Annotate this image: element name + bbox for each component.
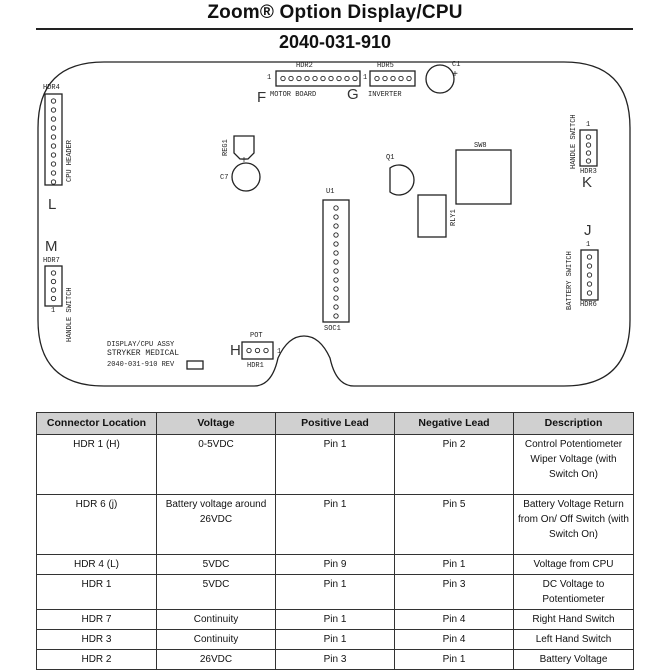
label-hdr1-pin1: 1 xyxy=(277,348,282,356)
cell-negative-lead: Pin 4 xyxy=(395,610,514,630)
callout-k: K xyxy=(582,174,593,191)
label-hdr7: HDR7 xyxy=(43,257,60,265)
callout-j: J xyxy=(584,222,592,239)
cell-positive-lead: Pin 3 xyxy=(276,650,395,670)
pin-hole xyxy=(51,144,55,148)
pin-hole xyxy=(334,233,338,237)
cell-connector: HDR 3 xyxy=(37,630,157,650)
label-motor-board: MOTOR BOARD xyxy=(270,91,317,99)
pin-hole xyxy=(51,99,55,103)
label-hdr2-pin1: 1 xyxy=(267,74,272,82)
pin-hole xyxy=(51,271,55,275)
label-hdr3-pin1: 1 xyxy=(586,121,591,129)
table-row xyxy=(37,555,634,575)
pin-hole xyxy=(334,215,338,219)
label-hdr5: HDR5 xyxy=(377,62,394,70)
label-maker: STRYKER MEDICAL xyxy=(107,349,180,358)
pin-hole xyxy=(51,288,55,292)
callout-g: G xyxy=(347,86,359,103)
pin-hole xyxy=(329,76,333,80)
label-c7: C7 xyxy=(220,174,229,182)
label-rev: 2040-031-910 REV xyxy=(107,361,175,369)
table-row xyxy=(37,435,634,495)
pin-hole xyxy=(51,108,55,112)
pin-hole xyxy=(587,291,591,295)
label-hdr7-pin1: 1 xyxy=(51,307,56,315)
cell-description: Right Hand Switch xyxy=(514,610,634,630)
pin-hole xyxy=(587,264,591,268)
pin-hole xyxy=(586,135,590,139)
cell-voltage: 5VDC xyxy=(157,575,276,610)
pin-hole xyxy=(264,348,268,352)
cell-negative-lead: Pin 3 xyxy=(395,575,514,610)
cell-voltage: Continuity xyxy=(157,630,276,650)
label-cpu-header: CPU HEADER xyxy=(66,139,74,182)
callout-m: M xyxy=(45,238,58,255)
pin-hole xyxy=(281,76,285,80)
label-hdr2: HDR2 xyxy=(296,62,313,70)
label-reg1: REG1 xyxy=(222,139,230,156)
pin-hole xyxy=(375,76,379,80)
pin-hole xyxy=(313,76,317,80)
cell-negative-lead: Pin 2 xyxy=(395,435,514,495)
label-hdr5-pin1: 1 xyxy=(363,74,368,82)
pin-hole xyxy=(305,76,309,80)
cell-positive-lead: Pin 1 xyxy=(276,575,395,610)
pin-hole xyxy=(255,348,259,352)
cell-voltage: 26VDC xyxy=(157,650,276,670)
pin-hole xyxy=(334,242,338,246)
pin-hole xyxy=(337,76,341,80)
part-number: 2040-031-910 xyxy=(278,32,392,52)
pin-hole xyxy=(321,76,325,80)
pin-hole xyxy=(334,206,338,210)
hdr3-connector xyxy=(580,130,597,166)
u1-socket xyxy=(323,200,349,322)
cell-description: Left Hand Switch xyxy=(514,630,634,650)
pin-hole xyxy=(391,76,395,80)
pin-hole xyxy=(334,287,338,291)
page-title: Zoom® Option Display/CPU xyxy=(207,2,463,23)
pin-hole xyxy=(51,117,55,121)
label-c1-plus: + xyxy=(452,70,459,81)
table-row xyxy=(37,495,634,555)
title-rule xyxy=(36,28,633,30)
pin-hole xyxy=(51,171,55,175)
hdr7-connector xyxy=(45,266,62,306)
label-sw8: SW8 xyxy=(474,142,487,150)
label-c7-plus: + xyxy=(241,156,248,167)
table-row xyxy=(37,575,634,610)
cell-voltage: Continuity xyxy=(157,610,276,630)
cell-negative-lead: Pin 1 xyxy=(395,555,514,575)
header-connector-location: Connector Location xyxy=(37,413,157,435)
pin-hole xyxy=(587,255,591,259)
pin-hole xyxy=(353,76,357,80)
pin-hole xyxy=(407,76,411,80)
callout-l: L xyxy=(48,196,57,213)
cell-negative-lead: Pin 5 xyxy=(395,495,514,555)
pin-hole xyxy=(51,135,55,139)
pin-hole xyxy=(334,224,338,228)
pin-hole xyxy=(51,279,55,283)
pin-hole xyxy=(51,180,55,184)
callout-f: F xyxy=(257,89,267,106)
pin-hole xyxy=(334,260,338,264)
label-rly1: RLY1 xyxy=(450,209,458,226)
pin-hole xyxy=(587,282,591,286)
cell-description: DC Voltage to Potentiometer xyxy=(514,575,634,610)
cell-voltage: Battery voltage around 26VDC xyxy=(157,495,276,555)
pin-hole xyxy=(289,76,293,80)
pin-hole xyxy=(345,76,349,80)
cell-description: Battery Voltage xyxy=(514,650,634,670)
pin-hole xyxy=(399,76,403,80)
label-hdr6: HDR6 xyxy=(580,301,597,309)
pin-hole xyxy=(51,296,55,300)
label-c1: C1 xyxy=(452,61,461,69)
header-voltage: Voltage xyxy=(157,413,276,435)
header-description: Description xyxy=(514,413,634,435)
cell-negative-lead: Pin 1 xyxy=(395,650,514,670)
label-inverter: INVERTER xyxy=(368,91,402,99)
pin-hole xyxy=(297,76,301,80)
pin-hole xyxy=(334,314,338,318)
pin-hole xyxy=(586,159,590,163)
pcb-outline xyxy=(38,62,630,386)
label-handle-switch-left: HANDLE SWITCH xyxy=(66,287,74,342)
label-hdr1: HDR1 xyxy=(247,362,264,370)
cell-description: Control Potentiometer Wiper Voltage (with Switch On) xyxy=(514,435,634,495)
header-negative-lead: Negative Lead xyxy=(395,413,514,435)
cell-connector: HDR 6 (j) xyxy=(37,495,157,555)
c1-capacitor xyxy=(426,65,454,93)
cell-positive-lead: Pin 1 xyxy=(276,495,395,555)
cell-connector: HDR 7 xyxy=(37,610,157,630)
cell-positive-lead: Pin 1 xyxy=(276,435,395,495)
hdr6-connector xyxy=(581,250,598,300)
cell-voltage: 0-5VDC xyxy=(157,435,276,495)
pin-hole xyxy=(334,251,338,255)
pin-hole xyxy=(587,273,591,277)
label-battery-switch: BATTERY SWITCH xyxy=(566,251,574,310)
label-hdr3: HDR3 xyxy=(580,168,597,176)
pin-hole xyxy=(51,126,55,130)
pin-hole xyxy=(334,278,338,282)
pin-hole xyxy=(586,143,590,147)
pin-hole xyxy=(51,153,55,157)
pin-hole xyxy=(51,162,55,166)
table-row xyxy=(37,630,634,650)
cell-connector: HDR 2 xyxy=(37,650,157,670)
cell-connector: HDR 4 (L) xyxy=(37,555,157,575)
pin-hole xyxy=(383,76,387,80)
cell-positive-lead: Pin 1 xyxy=(276,630,395,650)
pin-hole xyxy=(247,348,251,352)
q1-transistor xyxy=(390,165,414,195)
label-handle-switch-right: HANDLE SWITCH xyxy=(570,114,578,169)
cell-connector: HDR 1 (H) xyxy=(37,435,157,495)
label-soc1: SOC1 xyxy=(324,325,341,333)
label-hdr4: HDR4 xyxy=(43,84,60,92)
hdr5-connector xyxy=(370,71,415,86)
label-pot: POT xyxy=(250,332,263,340)
table-row xyxy=(37,650,634,670)
c7-capacitor xyxy=(232,163,260,191)
cell-voltage: 5VDC xyxy=(157,555,276,575)
cell-positive-lead: Pin 1 xyxy=(276,610,395,630)
cell-description: Voltage from CPU xyxy=(514,555,634,575)
label-u1: U1 xyxy=(326,188,335,196)
pin-hole xyxy=(334,305,338,309)
table-header-row xyxy=(37,413,634,435)
label-q1: Q1 xyxy=(386,154,395,162)
cell-description: Battery Voltage Return from On/ Off Switch (with Switch On) xyxy=(514,495,634,555)
callout-h: H xyxy=(230,342,241,359)
label-assy: DISPLAY/CPU ASSY xyxy=(107,341,175,349)
cell-negative-lead: Pin 4 xyxy=(395,630,514,650)
cell-positive-lead: Pin 9 xyxy=(276,555,395,575)
pin-hole xyxy=(334,269,338,273)
sw8-switch xyxy=(456,150,511,204)
rev-box xyxy=(187,361,203,369)
label-hdr6-pin1: 1 xyxy=(586,241,591,249)
board-diagram xyxy=(34,58,634,394)
header-positive-lead: Positive Lead xyxy=(276,413,395,435)
pin-hole xyxy=(334,296,338,300)
rly1-relay xyxy=(418,195,446,237)
cell-connector: HDR 1 xyxy=(37,575,157,610)
connector-table xyxy=(36,412,634,670)
table-row xyxy=(37,610,634,630)
pin-hole xyxy=(586,151,590,155)
